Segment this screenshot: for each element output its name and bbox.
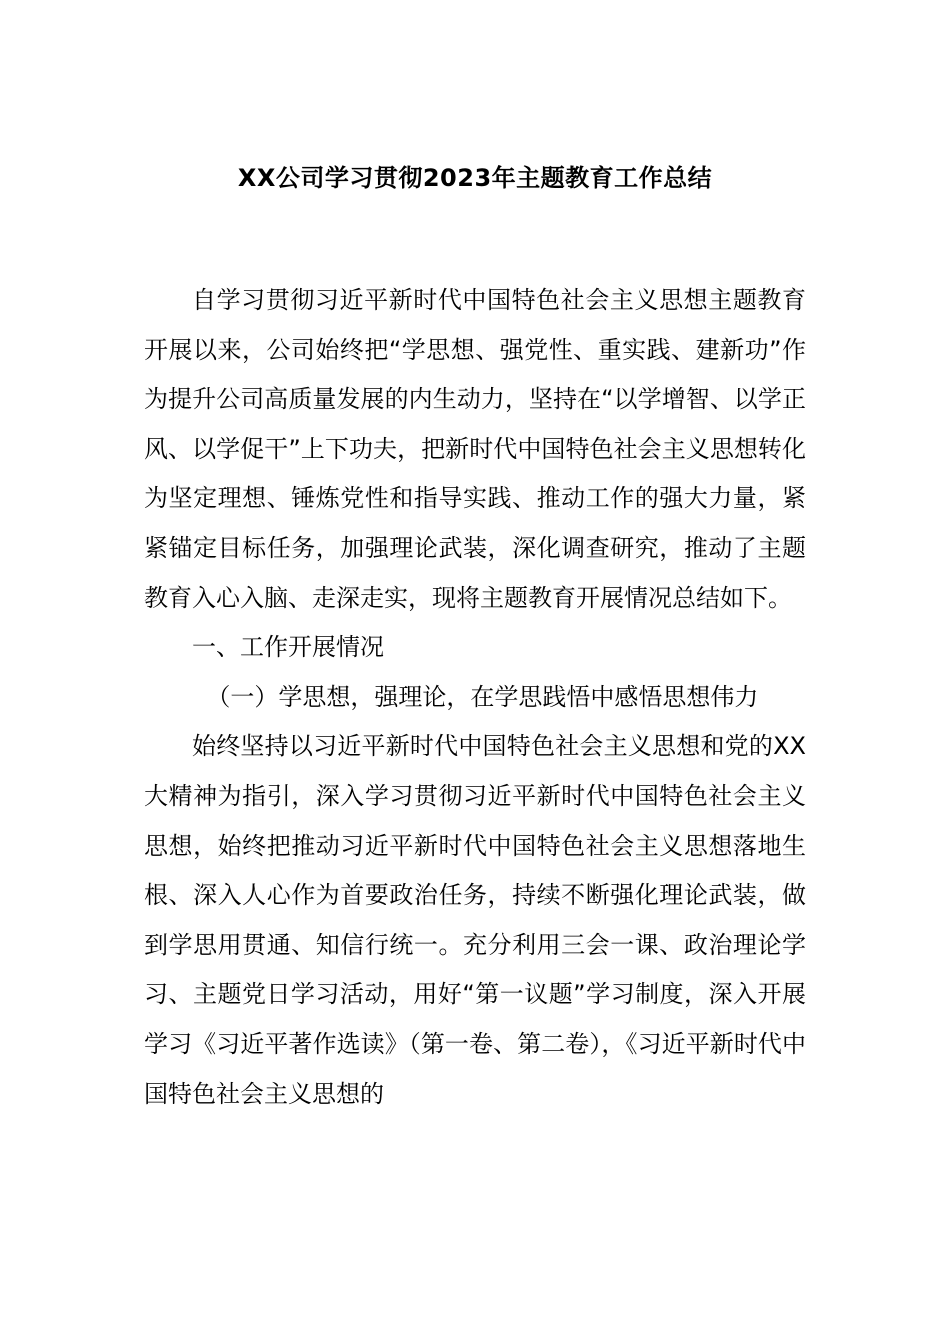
section-heading: 一、工作开展情况 [192,633,384,662]
intro-paragraph: 自学习贯彻习近平新时代中国特色社会主义思想主题教育开展以来，公司始终把“学思想、强党性、重实践、建新功”作为提升公司高质量发展的内生动力，坚持在“以学增智、以学正风、以学促干”上下功夫，把新时代中国特色社会主义思想转化为坚定理想、锤炼党性和指导实践、推动工作的强大力量，紧紧锚定目标任务，加强理论武装，深化调查研究，推动了主题教育入心入脑、走深走实，现将主题教育开展情况总结如下。 [144,286,806,612]
subsection-paragraph: 始终坚持以习近平新时代中国特色社会主义思想和党的XX大精神为指引，深入学习贯彻习近平新时代中国特色社会主义思想，始终把推动习近平新时代中国特色社会主义思想落地生根、深入人心作为首要政治任务，持续不断强化理论武装，做到学思用贯通、知信行统一。充分利用三会一课、政治理论学习、主题党日学习活动，用好“第一议题”学习制度，深入开展学习《习近平著作选读》（第一卷、第二卷），《习近平新时代中国特色社会主义思想的 [144,732,806,1108]
document-title: XX公司学习贯彻2023年主题教育工作总结 [237,164,713,192]
document-body [144,276,806,1119]
subsection-heading: （一）学思想，强理论，在学思践悟中感悟思想伟力 [206,682,759,711]
